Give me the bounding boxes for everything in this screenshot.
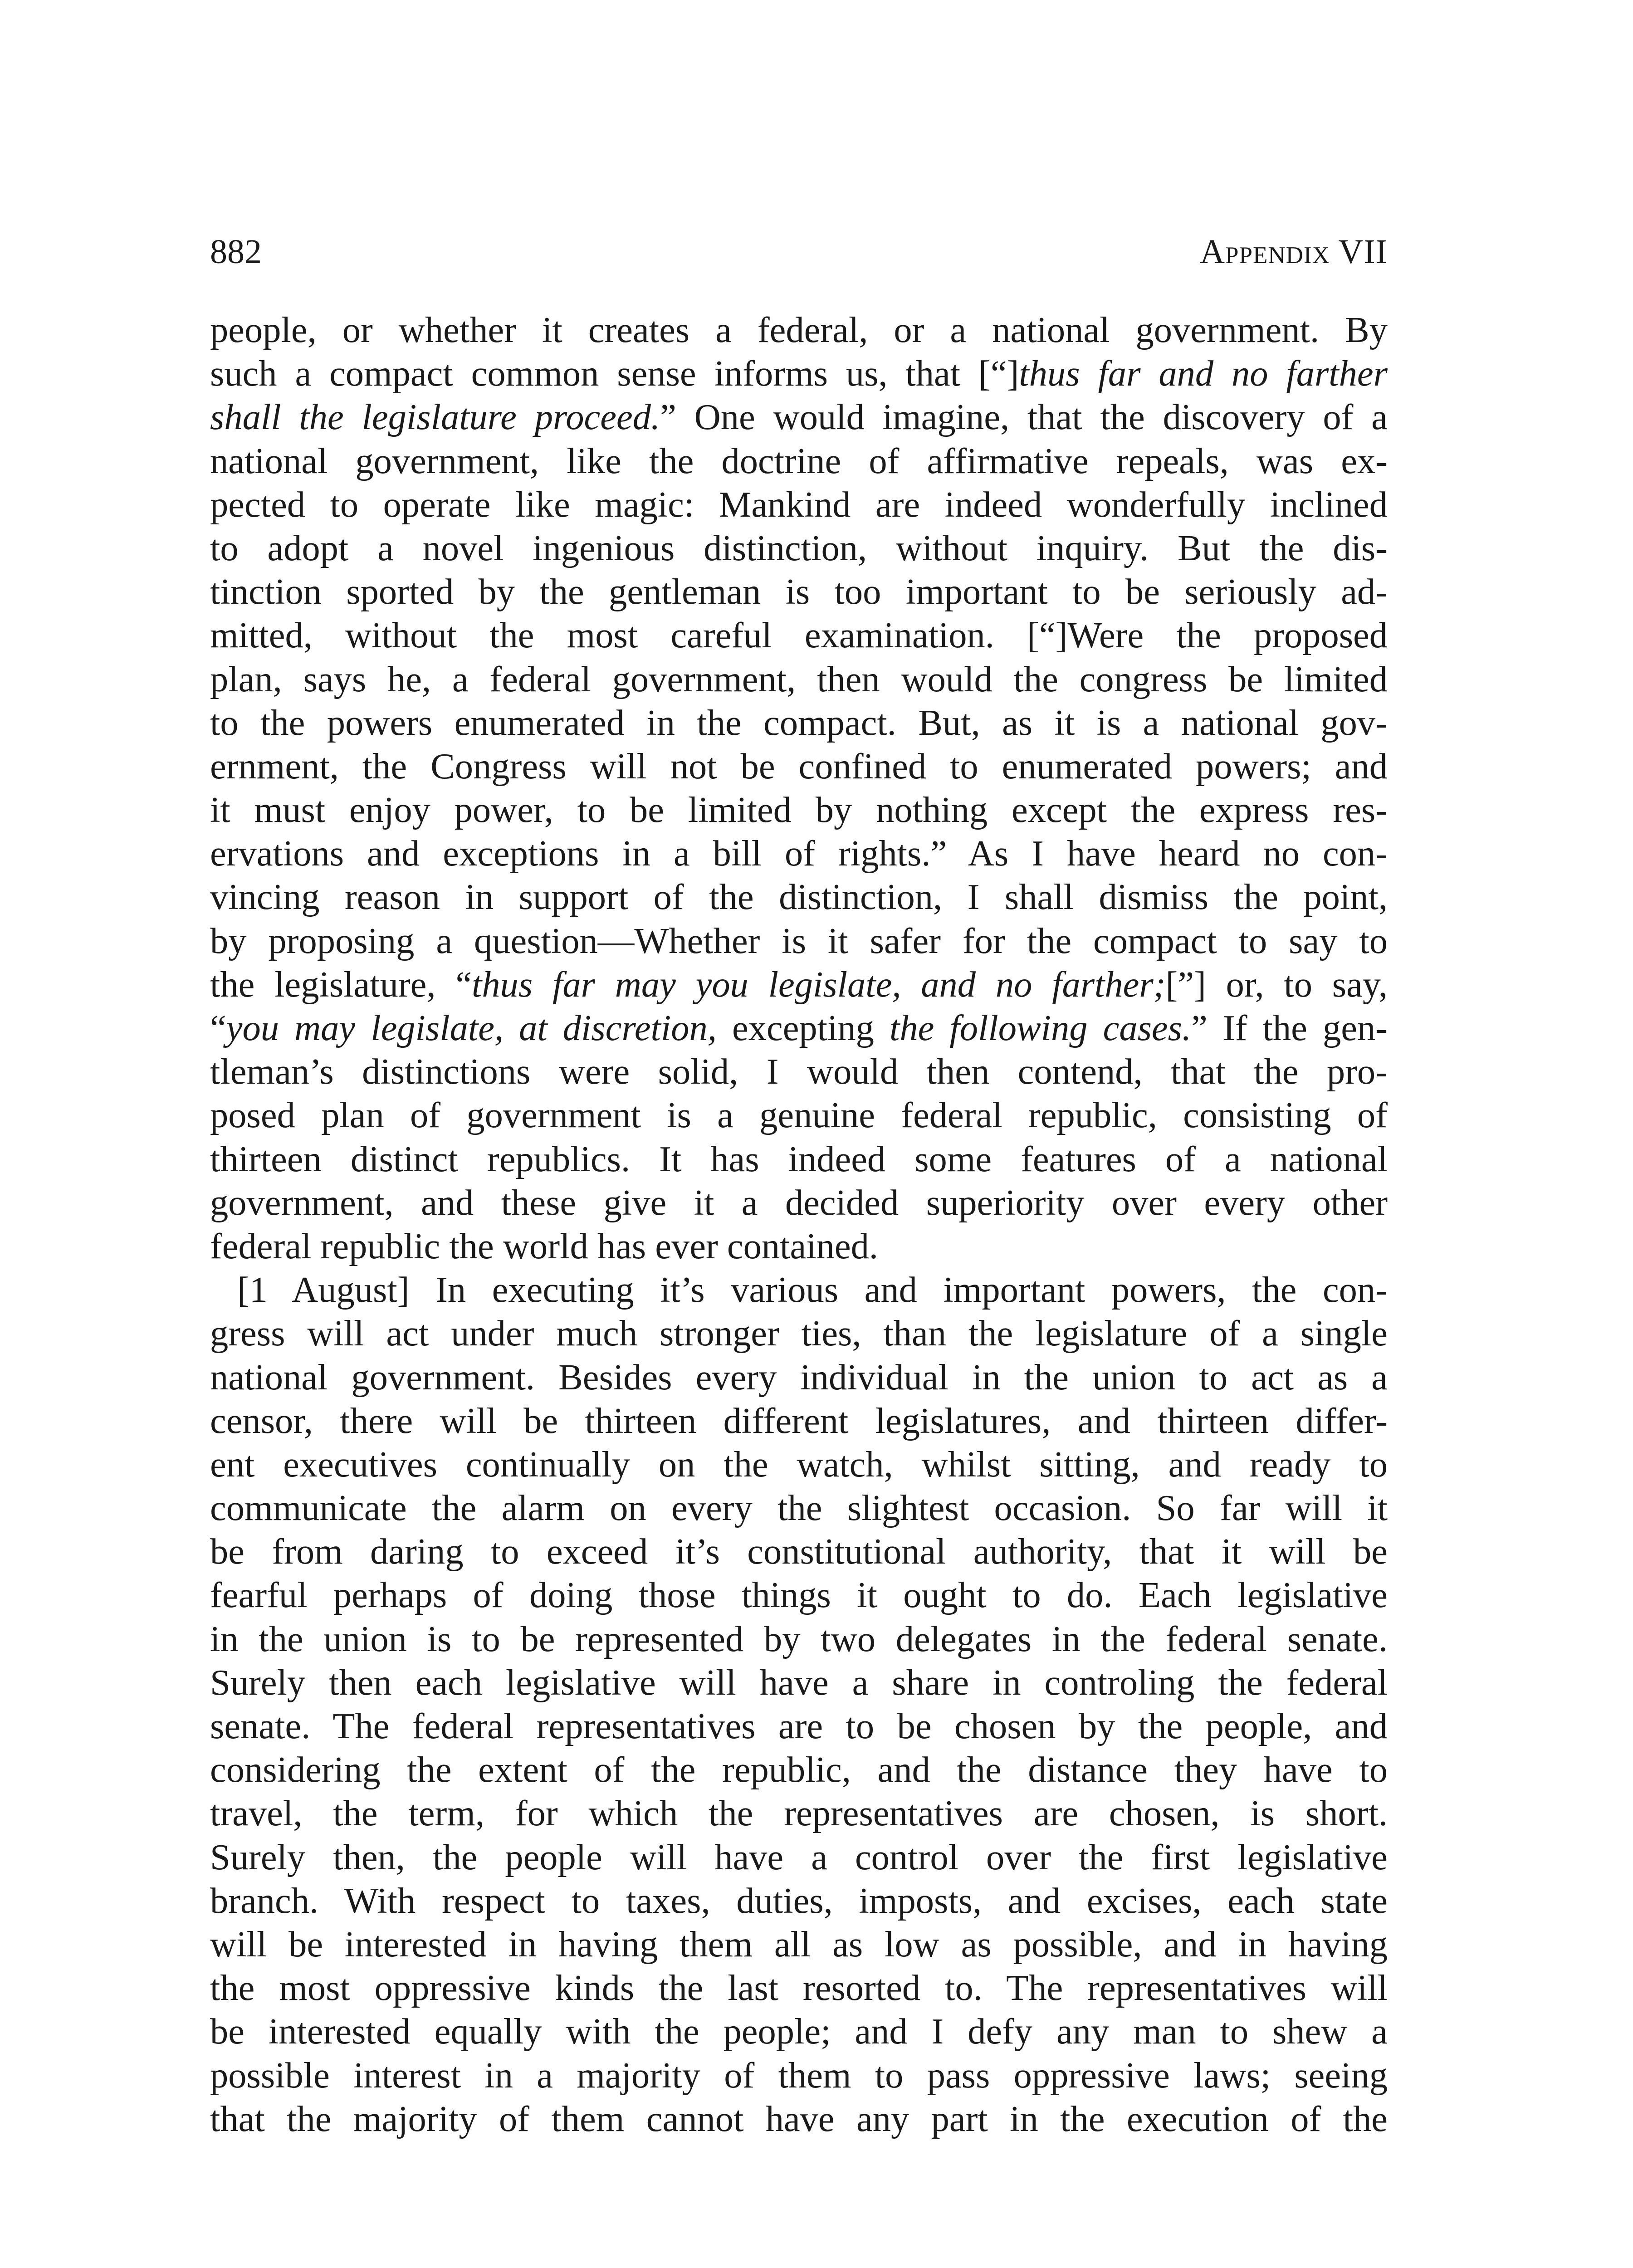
text-line — [210, 745, 1388, 788]
text-line — [210, 1443, 1388, 1486]
text-segment: [”] or, to say, — [1165, 964, 1388, 1005]
text-line — [210, 2097, 1388, 2141]
running-head: Appendix VII — [1200, 233, 1388, 271]
text-segment: posed plan of government is a genuine federal republic, consisting of — [210, 1095, 1388, 1136]
text-segment: national government. Besides every individual in the union to act as a — [210, 1357, 1388, 1398]
text-line — [210, 788, 1388, 832]
text-segment: Surely then, the people will have a control over the first legislative — [210, 1837, 1388, 1877]
text-line — [210, 352, 1388, 396]
text-line — [210, 1007, 1388, 1050]
italic-text: the following cases. — [889, 1008, 1192, 1048]
italic-text: thus far and no farther — [1019, 353, 1388, 394]
text-segment: communicate the alarm on every the slightest occasion. So far will it — [210, 1488, 1388, 1529]
text-segment: such a compact common sense informs us, that [“] — [210, 353, 1019, 394]
italic-text: you may legislate, at discretion, — [226, 1008, 717, 1048]
text-segment: ” If the gen- — [1191, 1008, 1388, 1048]
text-segment: mitted, without the most careful examination. [“]Were the proposed — [210, 615, 1388, 656]
text-line — [210, 832, 1388, 875]
text-line — [210, 1050, 1388, 1094]
text-line — [210, 614, 1388, 657]
text-segment: ent executives continually on the watch, whilst sitting, and ready to — [210, 1444, 1388, 1485]
text-line — [210, 2010, 1388, 2053]
text-line — [210, 396, 1388, 439]
text-line — [210, 1181, 1388, 1225]
text-line — [210, 1138, 1388, 1181]
text-segment: pected to operate like magic: Mankind are indeed wonderfully inclined — [210, 484, 1388, 525]
text-segment: the most oppressive kinds the last resorted to. The representatives will — [210, 1968, 1388, 2009]
text-line — [210, 1268, 1388, 1312]
text-segment: tleman’s distinctions were solid, I would then contend, that the pro- — [210, 1051, 1388, 1092]
text-segment: travel, the term, for which the representatives are chosen, is short. — [210, 1793, 1388, 1834]
text-line — [210, 1356, 1388, 1399]
text-line — [210, 1923, 1388, 1966]
text-segment: be from daring to exceed it’s constitutional authority, that it will be — [210, 1531, 1388, 1572]
text-segment: the legislature, “ — [210, 964, 472, 1005]
text-segment: will be interested in having them all as low as possible, and in having — [210, 1924, 1388, 1965]
text-line — [210, 308, 1388, 352]
text-segment: in the union is to be represented by two delegates in the federal senate. — [210, 1618, 1388, 1659]
text-segment: tinction sported by the gentleman is too important to be seriously ad- — [210, 572, 1388, 612]
text-line — [210, 875, 1388, 919]
text-line — [210, 919, 1388, 963]
text-segment: gress will act under much stronger ties, than the legislature of a single — [210, 1313, 1388, 1354]
text-segment: it must enjoy power, to be limited by nothing except the express res- — [210, 790, 1388, 831]
text-line — [210, 1486, 1388, 1530]
text-segment: branch. With respect to taxes, duties, imposts, and excises, each state — [210, 1880, 1388, 1921]
text-line — [210, 1705, 1388, 1748]
text-segment: people, or whether it creates a federal, or a national government. By — [210, 310, 1388, 350]
text-line — [210, 570, 1388, 614]
text-line — [210, 1661, 1388, 1705]
text-line — [210, 1966, 1388, 2010]
text-line — [210, 1574, 1388, 1617]
text-line — [210, 1618, 1388, 1661]
text-line — [210, 658, 1388, 701]
text-segment: plan, says he, a federal government, then would the congress be limited — [210, 659, 1388, 699]
text-line — [210, 1225, 1388, 1268]
text-segment: thirteen distinct republics. It has indeed some features of a national — [210, 1139, 1388, 1179]
text-segment: [1 August] In executing it’s various and important powers, the con- — [237, 1270, 1388, 1310]
text-segment: “ — [210, 1008, 226, 1048]
text-segment: government, and these give it a decided superiority over every other — [210, 1182, 1388, 1223]
text-line — [210, 1836, 1388, 1879]
text-line — [210, 2054, 1388, 2097]
page-header — [210, 227, 1388, 277]
text-segment: censor, there will be thirteen different legislatures, and thirteen differ- — [210, 1400, 1388, 1441]
text-segment: excepting — [716, 1008, 890, 1048]
text-segment: vincing reason in support of the distinction, I shall dismiss the point, — [210, 877, 1388, 918]
text-line — [210, 1530, 1388, 1574]
text-line — [210, 1312, 1388, 1355]
text-line — [210, 1879, 1388, 1923]
text-line — [210, 1792, 1388, 1835]
text-line — [210, 963, 1388, 1007]
text-segment: national government, like the doctrine of affirmative repeals, was ex- — [210, 440, 1388, 481]
text-segment: be interested equally with the people; and I defy any man to shew a — [210, 2011, 1388, 2052]
text-line — [210, 483, 1388, 527]
italic-text: shall the legislature proceed. — [210, 397, 660, 438]
text-segment: Surely then each legislative will have a share in controling the federal — [210, 1662, 1388, 1703]
italic-text: thus far may you legislate, and no farther; — [472, 964, 1166, 1005]
text-line — [210, 701, 1388, 745]
text-segment: that the majority of them cannot have any part in the execution of the — [210, 2098, 1388, 2139]
text-segment: ervations and exceptions in a bill of rights.” As I have heard no con- — [210, 833, 1388, 874]
text-line — [210, 1094, 1388, 1137]
text-line — [210, 1399, 1388, 1443]
body-text — [210, 308, 1388, 2141]
text-segment: fearful perhaps of doing those things it ought to do. Each legislative — [210, 1575, 1388, 1616]
text-segment: senate. The federal representatives are to be chosen by the people, and — [210, 1706, 1388, 1746]
page-number: 882 — [210, 233, 262, 271]
text-segment: ernment, the Congress will not be confined to enumerated powers; and — [210, 746, 1388, 787]
text-segment: considering the extent of the republic, and the distance they have to — [210, 1750, 1388, 1790]
text-line — [210, 1748, 1388, 1792]
text-line — [210, 440, 1388, 483]
text-segment: to adopt a novel ingenious distinction, without inquiry. But the dis- — [210, 528, 1388, 568]
text-line — [210, 527, 1388, 570]
text-segment: by proposing a question—Whether is it safer for the compact to say to — [210, 920, 1388, 961]
text-segment: possible interest in a majority of them to pass oppressive laws; seeing — [210, 2055, 1388, 2096]
text-segment: to the powers enumerated in the compact. But, as it is a national gov- — [210, 702, 1388, 743]
text-segment: federal republic the world has ever contained. — [210, 1226, 878, 1266]
text-segment: ” One would imagine, that the discovery of a — [660, 397, 1388, 438]
